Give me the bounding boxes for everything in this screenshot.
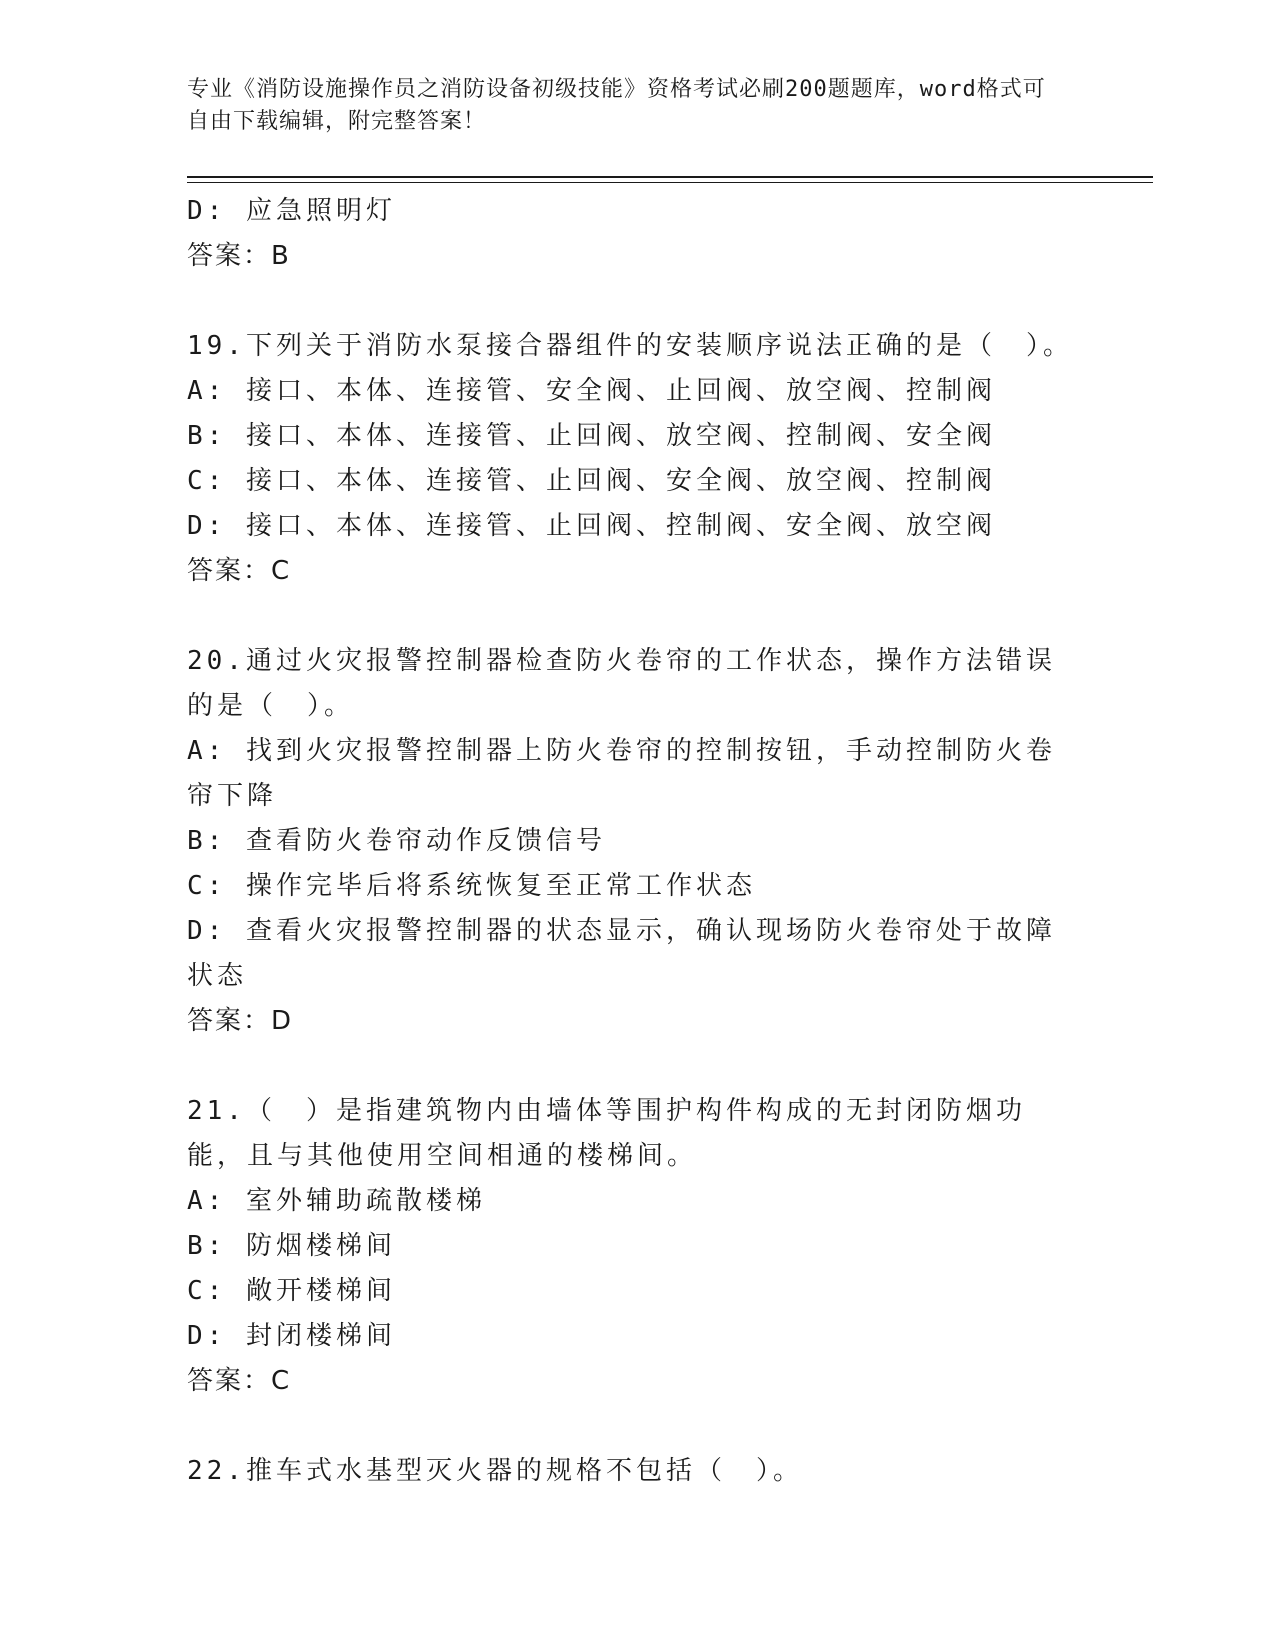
- header-title: 专业《消防设施操作员之消防设备初级技能》资格考试必刷200题题库，word格式可自由下载编辑，附完整答案！: [187, 77, 1046, 134]
- answer: 答案：C: [187, 1366, 292, 1396]
- question-stem: 22.推车式水基型灭火器的规格不包括（ ）。: [187, 1456, 803, 1486]
- question-stem: 21.（ ）是指建筑物内由墙体等围护构件构成的无封闭防烟功能，且与其他使用空间相通的楼梯间。: [187, 1096, 1026, 1171]
- answer: 答案：B: [187, 241, 291, 271]
- question-19: [187, 324, 1077, 594]
- option-c: C: 操作完毕后将系统恢复至正常工作状态: [187, 871, 756, 901]
- document-header: [187, 74, 1067, 138]
- option-b: B: 防烟楼梯间: [187, 1231, 396, 1261]
- question-21: [187, 1089, 1077, 1404]
- option-d: D: 封闭楼梯间: [187, 1321, 396, 1351]
- option-d: D: 应急照明灯: [187, 196, 396, 226]
- question-stem: 20.通过火灾报警控制器检查防火卷帘的工作状态，操作方法错误的是（ ）。: [187, 646, 1056, 721]
- option-d: D: 查看火灾报警控制器的状态显示，确认现场防火卷帘处于故障状态: [187, 916, 1056, 991]
- question-content: [187, 189, 1077, 1494]
- option-a: A: 接口、本体、连接管、安全阀、止回阀、放空阀、控制阀: [187, 376, 996, 406]
- header-divider-thin: [187, 182, 1153, 183]
- option-a: A: 室外辅助疏散楼梯: [187, 1186, 486, 1216]
- option-b: B: 查看防火卷帘动作反馈信号: [187, 826, 606, 856]
- option-c: C: 接口、本体、连接管、止回阀、安全阀、放空阀、控制阀: [187, 466, 996, 496]
- option-b: B: 接口、本体、连接管、止回阀、放空阀、控制阀、安全阀: [187, 421, 996, 451]
- question-22: [187, 1449, 1077, 1494]
- answer: 答案：D: [187, 1006, 294, 1036]
- option-c: C: 敞开楼梯间: [187, 1276, 396, 1306]
- question-20: [187, 639, 1077, 1044]
- answer: 答案：C: [187, 556, 292, 586]
- option-a: A: 找到火灾报警控制器上防火卷帘的控制按钮，手动控制防火卷帘下降: [187, 736, 1056, 811]
- option-d: D: 接口、本体、连接管、止回阀、控制阀、安全阀、放空阀: [187, 511, 996, 541]
- header-divider-thick: [187, 176, 1153, 178]
- question-stem: 19.下列关于消防水泵接合器组件的安装顺序说法正确的是（ ）。: [187, 331, 1073, 361]
